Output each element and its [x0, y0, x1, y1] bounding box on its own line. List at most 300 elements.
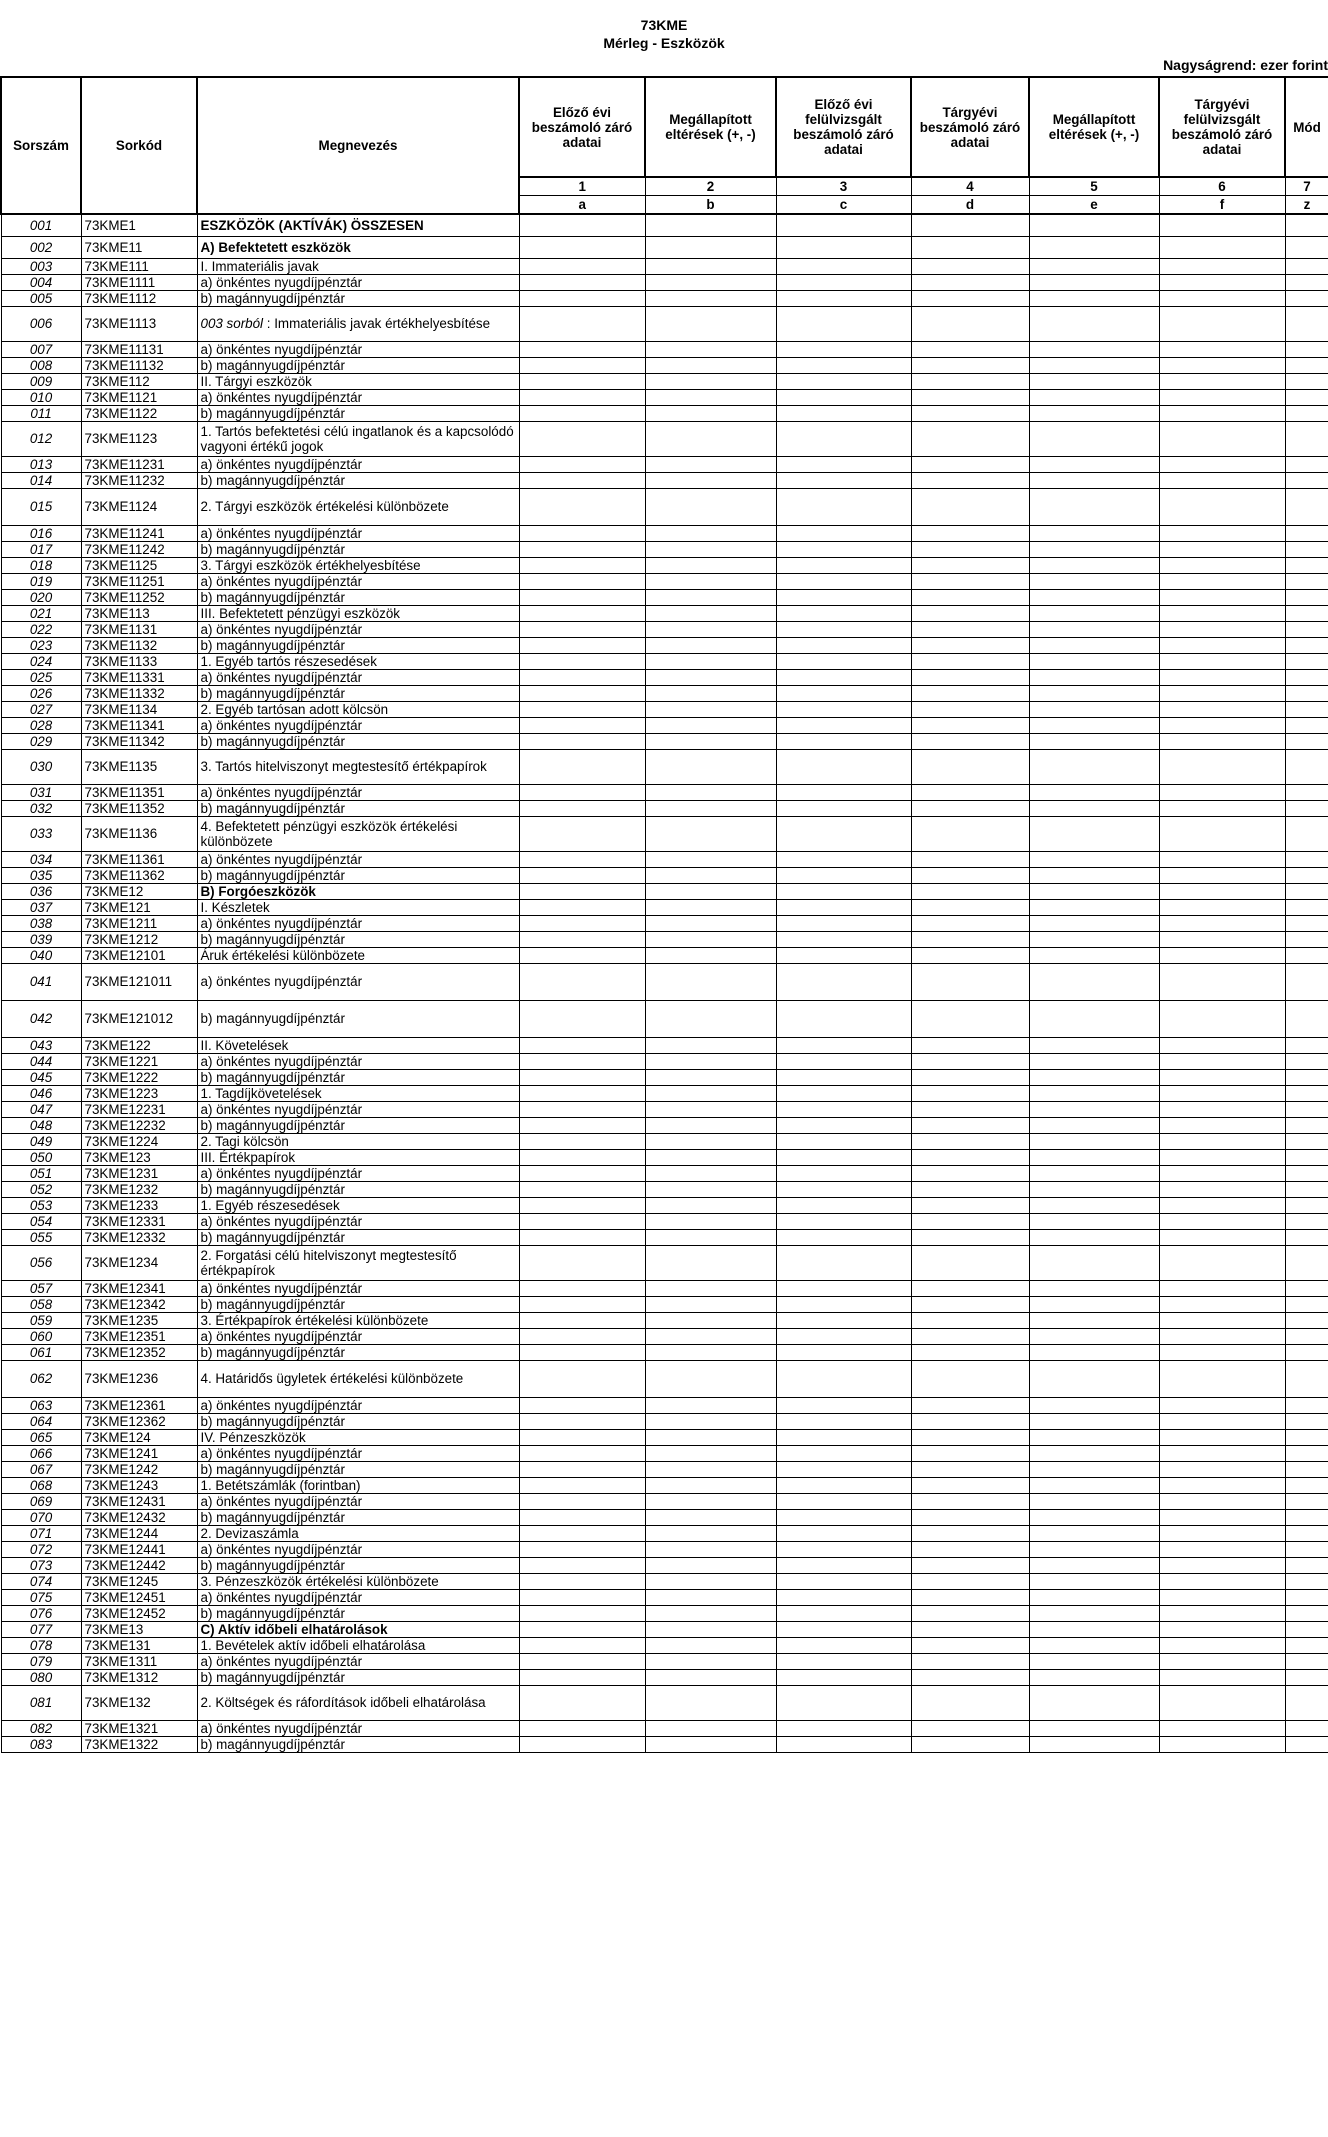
- row-value-cell-5[interactable]: [1029, 1117, 1159, 1133]
- row-value-cell-4[interactable]: [911, 1312, 1029, 1328]
- row-value-cell-4[interactable]: [911, 258, 1029, 274]
- row-value-cell-4[interactable]: [911, 541, 1029, 557]
- row-value-cell-6[interactable]: [1159, 1133, 1285, 1149]
- row-value-cell-3[interactable]: [776, 1197, 911, 1213]
- row-value-cell-5[interactable]: [1029, 1477, 1159, 1493]
- row-value-cell-2[interactable]: [645, 1360, 776, 1397]
- row-value-cell-5[interactable]: [1029, 867, 1159, 883]
- row-value-cell-3[interactable]: [776, 1669, 911, 1685]
- row-value-cell-3[interactable]: [776, 1477, 911, 1493]
- row-value-cell-3[interactable]: [776, 488, 911, 525]
- row-mod-cell[interactable]: [1285, 1397, 1328, 1413]
- row-value-cell-6[interactable]: [1159, 306, 1285, 341]
- row-value-cell-6[interactable]: [1159, 274, 1285, 290]
- row-value-cell-1[interactable]: [519, 1344, 645, 1360]
- row-value-cell-4[interactable]: [911, 1493, 1029, 1509]
- row-value-cell-1[interactable]: [519, 573, 645, 589]
- row-mod-cell[interactable]: [1285, 589, 1328, 605]
- row-value-cell-4[interactable]: [911, 1637, 1029, 1653]
- row-value-cell-1[interactable]: [519, 472, 645, 488]
- row-value-cell-1[interactable]: [519, 749, 645, 784]
- row-value-cell-6[interactable]: [1159, 653, 1285, 669]
- row-value-cell-6[interactable]: [1159, 1685, 1285, 1720]
- row-value-cell-2[interactable]: [645, 717, 776, 733]
- row-value-cell-5[interactable]: [1029, 1037, 1159, 1053]
- row-mod-cell[interactable]: [1285, 1525, 1328, 1541]
- row-value-cell-2[interactable]: [645, 621, 776, 637]
- row-value-cell-2[interactable]: [645, 1621, 776, 1637]
- row-mod-cell[interactable]: [1285, 1445, 1328, 1461]
- row-value-cell-6[interactable]: [1159, 1328, 1285, 1344]
- row-mod-cell[interactable]: [1285, 749, 1328, 784]
- row-mod-cell[interactable]: [1285, 1685, 1328, 1720]
- row-value-cell-4[interactable]: [911, 947, 1029, 963]
- row-value-cell-1[interactable]: [519, 1720, 645, 1736]
- row-value-cell-6[interactable]: [1159, 389, 1285, 405]
- row-value-cell-3[interactable]: [776, 541, 911, 557]
- row-mod-cell[interactable]: [1285, 883, 1328, 899]
- row-value-cell-5[interactable]: [1029, 258, 1159, 274]
- row-value-cell-5[interactable]: [1029, 389, 1159, 405]
- row-value-cell-2[interactable]: [645, 1101, 776, 1117]
- row-value-cell-1[interactable]: [519, 1229, 645, 1245]
- row-value-cell-4[interactable]: [911, 653, 1029, 669]
- row-value-cell-5[interactable]: [1029, 1069, 1159, 1085]
- row-value-cell-4[interactable]: [911, 784, 1029, 800]
- row-value-cell-6[interactable]: [1159, 717, 1285, 733]
- row-value-cell-4[interactable]: [911, 1245, 1029, 1280]
- row-value-cell-4[interactable]: [911, 1557, 1029, 1573]
- row-value-cell-3[interactable]: [776, 947, 911, 963]
- row-value-cell-4[interactable]: [911, 1413, 1029, 1429]
- row-value-cell-5[interactable]: [1029, 1344, 1159, 1360]
- row-value-cell-5[interactable]: [1029, 637, 1159, 653]
- row-mod-cell[interactable]: [1285, 669, 1328, 685]
- row-value-cell-1[interactable]: [519, 341, 645, 357]
- row-value-cell-3[interactable]: [776, 867, 911, 883]
- row-value-cell-4[interactable]: [911, 816, 1029, 851]
- row-value-cell-5[interactable]: [1029, 800, 1159, 816]
- row-value-cell-5[interactable]: [1029, 931, 1159, 947]
- row-mod-cell[interactable]: [1285, 816, 1328, 851]
- row-value-cell-3[interactable]: [776, 784, 911, 800]
- row-value-cell-1[interactable]: [519, 1605, 645, 1621]
- row-value-cell-2[interactable]: [645, 1669, 776, 1685]
- row-mod-cell[interactable]: [1285, 653, 1328, 669]
- row-value-cell-1[interactable]: [519, 1736, 645, 1752]
- row-value-cell-4[interactable]: [911, 899, 1029, 915]
- row-value-cell-5[interactable]: [1029, 1101, 1159, 1117]
- row-value-cell-4[interactable]: [911, 236, 1029, 258]
- row-value-cell-3[interactable]: [776, 1461, 911, 1477]
- row-value-cell-6[interactable]: [1159, 472, 1285, 488]
- row-value-cell-3[interactable]: [776, 653, 911, 669]
- row-value-cell-3[interactable]: [776, 405, 911, 421]
- row-value-cell-1[interactable]: [519, 931, 645, 947]
- row-value-cell-3[interactable]: [776, 1312, 911, 1328]
- row-value-cell-2[interactable]: [645, 733, 776, 749]
- row-value-cell-2[interactable]: [645, 1069, 776, 1085]
- row-value-cell-3[interactable]: [776, 1720, 911, 1736]
- row-value-cell-3[interactable]: [776, 733, 911, 749]
- row-value-cell-1[interactable]: [519, 1245, 645, 1280]
- row-value-cell-3[interactable]: [776, 1085, 911, 1101]
- row-value-cell-1[interactable]: [519, 1312, 645, 1328]
- row-mod-cell[interactable]: [1285, 931, 1328, 947]
- row-value-cell-6[interactable]: [1159, 669, 1285, 685]
- row-value-cell-6[interactable]: [1159, 1000, 1285, 1037]
- row-value-cell-4[interactable]: [911, 421, 1029, 456]
- row-mod-cell[interactable]: [1285, 341, 1328, 357]
- row-value-cell-5[interactable]: [1029, 851, 1159, 867]
- row-value-cell-6[interactable]: [1159, 1669, 1285, 1685]
- row-value-cell-4[interactable]: [911, 1101, 1029, 1117]
- row-value-cell-5[interactable]: [1029, 685, 1159, 701]
- row-value-cell-3[interactable]: [776, 236, 911, 258]
- row-value-cell-1[interactable]: [519, 1037, 645, 1053]
- row-value-cell-6[interactable]: [1159, 1637, 1285, 1653]
- row-value-cell-1[interactable]: [519, 236, 645, 258]
- row-mod-cell[interactable]: [1285, 1181, 1328, 1197]
- row-value-cell-1[interactable]: [519, 800, 645, 816]
- row-mod-cell[interactable]: [1285, 405, 1328, 421]
- row-value-cell-2[interactable]: [645, 290, 776, 306]
- row-mod-cell[interactable]: [1285, 1280, 1328, 1296]
- row-value-cell-3[interactable]: [776, 1296, 911, 1312]
- row-value-cell-2[interactable]: [645, 669, 776, 685]
- row-value-cell-3[interactable]: [776, 717, 911, 733]
- row-value-cell-3[interactable]: [776, 1445, 911, 1461]
- row-value-cell-3[interactable]: [776, 290, 911, 306]
- row-value-cell-2[interactable]: [645, 1605, 776, 1621]
- row-mod-cell[interactable]: [1285, 214, 1328, 236]
- row-mod-cell[interactable]: [1285, 1360, 1328, 1397]
- row-value-cell-1[interactable]: [519, 274, 645, 290]
- row-value-cell-2[interactable]: [645, 472, 776, 488]
- row-mod-cell[interactable]: [1285, 1312, 1328, 1328]
- row-value-cell-6[interactable]: [1159, 1197, 1285, 1213]
- row-value-cell-4[interactable]: [911, 1429, 1029, 1445]
- row-value-cell-1[interactable]: [519, 1541, 645, 1557]
- row-mod-cell[interactable]: [1285, 573, 1328, 589]
- row-value-cell-3[interactable]: [776, 1328, 911, 1344]
- row-mod-cell[interactable]: [1285, 1165, 1328, 1181]
- row-mod-cell[interactable]: [1285, 1344, 1328, 1360]
- row-mod-cell[interactable]: [1285, 1653, 1328, 1669]
- row-value-cell-3[interactable]: [776, 1509, 911, 1525]
- row-value-cell-6[interactable]: [1159, 488, 1285, 525]
- row-value-cell-2[interactable]: [645, 456, 776, 472]
- row-value-cell-5[interactable]: [1029, 1720, 1159, 1736]
- row-value-cell-3[interactable]: [776, 1165, 911, 1181]
- row-value-cell-5[interactable]: [1029, 573, 1159, 589]
- row-value-cell-6[interactable]: [1159, 816, 1285, 851]
- row-mod-cell[interactable]: [1285, 290, 1328, 306]
- row-value-cell-6[interactable]: [1159, 1445, 1285, 1461]
- row-mod-cell[interactable]: [1285, 1085, 1328, 1101]
- row-value-cell-1[interactable]: [519, 405, 645, 421]
- row-value-cell-3[interactable]: [776, 1181, 911, 1197]
- row-value-cell-5[interactable]: [1029, 1280, 1159, 1296]
- row-value-cell-4[interactable]: [911, 290, 1029, 306]
- row-mod-cell[interactable]: [1285, 421, 1328, 456]
- row-value-cell-4[interactable]: [911, 405, 1029, 421]
- row-value-cell-3[interactable]: [776, 1245, 911, 1280]
- row-value-cell-6[interactable]: [1159, 1589, 1285, 1605]
- row-value-cell-6[interactable]: [1159, 1461, 1285, 1477]
- row-mod-cell[interactable]: [1285, 488, 1328, 525]
- row-value-cell-5[interactable]: [1029, 784, 1159, 800]
- row-mod-cell[interactable]: [1285, 784, 1328, 800]
- row-mod-cell[interactable]: [1285, 867, 1328, 883]
- row-mod-cell[interactable]: [1285, 274, 1328, 290]
- row-value-cell-2[interactable]: [645, 915, 776, 931]
- row-value-cell-1[interactable]: [519, 1069, 645, 1085]
- row-value-cell-4[interactable]: [911, 1085, 1029, 1101]
- row-mod-cell[interactable]: [1285, 1573, 1328, 1589]
- row-mod-cell[interactable]: [1285, 1637, 1328, 1653]
- row-value-cell-1[interactable]: [519, 1461, 645, 1477]
- row-value-cell-1[interactable]: [519, 214, 645, 236]
- row-value-cell-6[interactable]: [1159, 1360, 1285, 1397]
- row-value-cell-5[interactable]: [1029, 653, 1159, 669]
- row-value-cell-4[interactable]: [911, 1573, 1029, 1589]
- row-value-cell-6[interactable]: [1159, 1053, 1285, 1069]
- row-value-cell-3[interactable]: [776, 605, 911, 621]
- row-value-cell-1[interactable]: [519, 1328, 645, 1344]
- row-mod-cell[interactable]: [1285, 621, 1328, 637]
- row-mod-cell[interactable]: [1285, 733, 1328, 749]
- row-value-cell-5[interactable]: [1029, 541, 1159, 557]
- row-value-cell-3[interactable]: [776, 421, 911, 456]
- row-mod-cell[interactable]: [1285, 915, 1328, 931]
- row-value-cell-6[interactable]: [1159, 851, 1285, 867]
- row-value-cell-6[interactable]: [1159, 589, 1285, 605]
- row-mod-cell[interactable]: [1285, 373, 1328, 389]
- row-value-cell-4[interactable]: [911, 685, 1029, 701]
- row-value-cell-2[interactable]: [645, 341, 776, 357]
- row-value-cell-1[interactable]: [519, 915, 645, 931]
- row-value-cell-5[interactable]: [1029, 456, 1159, 472]
- row-value-cell-3[interactable]: [776, 915, 911, 931]
- row-value-cell-1[interactable]: [519, 1149, 645, 1165]
- row-mod-cell[interactable]: [1285, 525, 1328, 541]
- row-value-cell-2[interactable]: [645, 851, 776, 867]
- row-value-cell-5[interactable]: [1029, 701, 1159, 717]
- row-value-cell-2[interactable]: [645, 1000, 776, 1037]
- row-value-cell-2[interactable]: [645, 557, 776, 573]
- row-value-cell-2[interactable]: [645, 1133, 776, 1149]
- row-value-cell-6[interactable]: [1159, 1477, 1285, 1493]
- row-value-cell-5[interactable]: [1029, 1181, 1159, 1197]
- row-value-cell-4[interactable]: [911, 1589, 1029, 1605]
- row-mod-cell[interactable]: [1285, 1069, 1328, 1085]
- row-value-cell-1[interactable]: [519, 1477, 645, 1493]
- row-value-cell-2[interactable]: [645, 963, 776, 1000]
- row-value-cell-1[interactable]: [519, 1413, 645, 1429]
- row-value-cell-6[interactable]: [1159, 1413, 1285, 1429]
- row-value-cell-5[interactable]: [1029, 1653, 1159, 1669]
- row-value-cell-3[interactable]: [776, 341, 911, 357]
- row-value-cell-1[interactable]: [519, 1589, 645, 1605]
- row-value-cell-6[interactable]: [1159, 541, 1285, 557]
- row-value-cell-1[interactable]: [519, 1053, 645, 1069]
- row-value-cell-4[interactable]: [911, 1669, 1029, 1685]
- row-value-cell-1[interactable]: [519, 899, 645, 915]
- row-value-cell-5[interactable]: [1029, 1669, 1159, 1685]
- row-mod-cell[interactable]: [1285, 717, 1328, 733]
- row-value-cell-5[interactable]: [1029, 1573, 1159, 1589]
- row-mod-cell[interactable]: [1285, 1605, 1328, 1621]
- row-value-cell-3[interactable]: [776, 1637, 911, 1653]
- row-value-cell-4[interactable]: [911, 472, 1029, 488]
- row-mod-cell[interactable]: [1285, 472, 1328, 488]
- row-value-cell-3[interactable]: [776, 1101, 911, 1117]
- row-value-cell-6[interactable]: [1159, 1213, 1285, 1229]
- row-mod-cell[interactable]: [1285, 557, 1328, 573]
- row-value-cell-2[interactable]: [645, 816, 776, 851]
- row-value-cell-4[interactable]: [911, 1525, 1029, 1541]
- row-value-cell-1[interactable]: [519, 1573, 645, 1589]
- row-value-cell-2[interactable]: [645, 1685, 776, 1720]
- row-value-cell-1[interactable]: [519, 589, 645, 605]
- row-value-cell-3[interactable]: [776, 1557, 911, 1573]
- row-value-cell-6[interactable]: [1159, 733, 1285, 749]
- row-value-cell-1[interactable]: [519, 306, 645, 341]
- row-value-cell-6[interactable]: [1159, 1621, 1285, 1637]
- row-value-cell-2[interactable]: [645, 1541, 776, 1557]
- row-value-cell-2[interactable]: [645, 1461, 776, 1477]
- row-value-cell-2[interactable]: [645, 1197, 776, 1213]
- row-value-cell-1[interactable]: [519, 1296, 645, 1312]
- row-value-cell-3[interactable]: [776, 1000, 911, 1037]
- row-value-cell-6[interactable]: [1159, 290, 1285, 306]
- row-value-cell-6[interactable]: [1159, 557, 1285, 573]
- row-value-cell-5[interactable]: [1029, 1461, 1159, 1477]
- row-value-cell-4[interactable]: [911, 274, 1029, 290]
- row-value-cell-6[interactable]: [1159, 947, 1285, 963]
- row-value-cell-3[interactable]: [776, 851, 911, 867]
- row-value-cell-6[interactable]: [1159, 1541, 1285, 1557]
- row-value-cell-1[interactable]: [519, 1197, 645, 1213]
- row-value-cell-4[interactable]: [911, 1149, 1029, 1165]
- row-value-cell-5[interactable]: [1029, 1557, 1159, 1573]
- row-value-cell-5[interactable]: [1029, 1509, 1159, 1525]
- row-value-cell-5[interactable]: [1029, 341, 1159, 357]
- row-value-cell-4[interactable]: [911, 1344, 1029, 1360]
- row-value-cell-2[interactable]: [645, 421, 776, 456]
- row-value-cell-3[interactable]: [776, 1149, 911, 1165]
- row-value-cell-3[interactable]: [776, 816, 911, 851]
- row-value-cell-2[interactable]: [645, 1181, 776, 1197]
- row-value-cell-6[interactable]: [1159, 931, 1285, 947]
- row-mod-cell[interactable]: [1285, 1245, 1328, 1280]
- row-value-cell-5[interactable]: [1029, 214, 1159, 236]
- row-value-cell-1[interactable]: [519, 1445, 645, 1461]
- row-value-cell-5[interactable]: [1029, 1213, 1159, 1229]
- row-value-cell-4[interactable]: [911, 214, 1029, 236]
- row-value-cell-3[interactable]: [776, 1069, 911, 1085]
- row-value-cell-3[interactable]: [776, 1541, 911, 1557]
- row-value-cell-4[interactable]: [911, 488, 1029, 525]
- row-mod-cell[interactable]: [1285, 258, 1328, 274]
- row-value-cell-6[interactable]: [1159, 421, 1285, 456]
- row-value-cell-2[interactable]: [645, 1429, 776, 1445]
- row-value-cell-4[interactable]: [911, 373, 1029, 389]
- row-value-cell-3[interactable]: [776, 525, 911, 541]
- row-value-cell-1[interactable]: [519, 1181, 645, 1197]
- row-value-cell-2[interactable]: [645, 1720, 776, 1736]
- row-value-cell-2[interactable]: [645, 1117, 776, 1133]
- row-value-cell-1[interactable]: [519, 557, 645, 573]
- row-mod-cell[interactable]: [1285, 1229, 1328, 1245]
- row-value-cell-1[interactable]: [519, 1165, 645, 1181]
- row-value-cell-2[interactable]: [645, 1445, 776, 1461]
- row-value-cell-1[interactable]: [519, 357, 645, 373]
- row-mod-cell[interactable]: [1285, 1037, 1328, 1053]
- row-value-cell-2[interactable]: [645, 236, 776, 258]
- row-value-cell-5[interactable]: [1029, 1296, 1159, 1312]
- row-value-cell-5[interactable]: [1029, 883, 1159, 899]
- row-value-cell-2[interactable]: [645, 749, 776, 784]
- row-value-cell-4[interactable]: [911, 1181, 1029, 1197]
- row-value-cell-5[interactable]: [1029, 1245, 1159, 1280]
- row-value-cell-1[interactable]: [519, 669, 645, 685]
- row-value-cell-5[interactable]: [1029, 306, 1159, 341]
- row-value-cell-3[interactable]: [776, 1573, 911, 1589]
- row-value-cell-3[interactable]: [776, 258, 911, 274]
- row-value-cell-1[interactable]: [519, 637, 645, 653]
- row-value-cell-4[interactable]: [911, 1477, 1029, 1493]
- row-value-cell-6[interactable]: [1159, 685, 1285, 701]
- row-value-cell-6[interactable]: [1159, 1397, 1285, 1413]
- row-value-cell-2[interactable]: [645, 1344, 776, 1360]
- row-value-cell-3[interactable]: [776, 589, 911, 605]
- row-value-cell-5[interactable]: [1029, 749, 1159, 784]
- row-value-cell-6[interactable]: [1159, 621, 1285, 637]
- row-value-cell-5[interactable]: [1029, 357, 1159, 373]
- row-value-cell-3[interactable]: [776, 1344, 911, 1360]
- row-mod-cell[interactable]: [1285, 1621, 1328, 1637]
- row-mod-cell[interactable]: [1285, 1720, 1328, 1736]
- row-mod-cell[interactable]: [1285, 1296, 1328, 1312]
- row-value-cell-5[interactable]: [1029, 669, 1159, 685]
- row-value-cell-5[interactable]: [1029, 1197, 1159, 1213]
- row-value-cell-4[interactable]: [911, 1720, 1029, 1736]
- row-mod-cell[interactable]: [1285, 541, 1328, 557]
- row-mod-cell[interactable]: [1285, 1557, 1328, 1573]
- row-value-cell-1[interactable]: [519, 1621, 645, 1637]
- row-mod-cell[interactable]: [1285, 1213, 1328, 1229]
- row-mod-cell[interactable]: [1285, 1429, 1328, 1445]
- row-value-cell-1[interactable]: [519, 1117, 645, 1133]
- row-value-cell-6[interactable]: [1159, 867, 1285, 883]
- row-mod-cell[interactable]: [1285, 851, 1328, 867]
- row-value-cell-1[interactable]: [519, 389, 645, 405]
- row-value-cell-6[interactable]: [1159, 214, 1285, 236]
- row-value-cell-4[interactable]: [911, 1165, 1029, 1181]
- row-value-cell-6[interactable]: [1159, 1312, 1285, 1328]
- row-value-cell-6[interactable]: [1159, 1085, 1285, 1101]
- row-value-cell-2[interactable]: [645, 1280, 776, 1296]
- row-value-cell-3[interactable]: [776, 800, 911, 816]
- row-value-cell-5[interactable]: [1029, 1429, 1159, 1445]
- row-mod-cell[interactable]: [1285, 1133, 1328, 1149]
- row-value-cell-6[interactable]: [1159, 605, 1285, 621]
- row-value-cell-6[interactable]: [1159, 1509, 1285, 1525]
- row-value-cell-2[interactable]: [645, 947, 776, 963]
- row-mod-cell[interactable]: [1285, 1589, 1328, 1605]
